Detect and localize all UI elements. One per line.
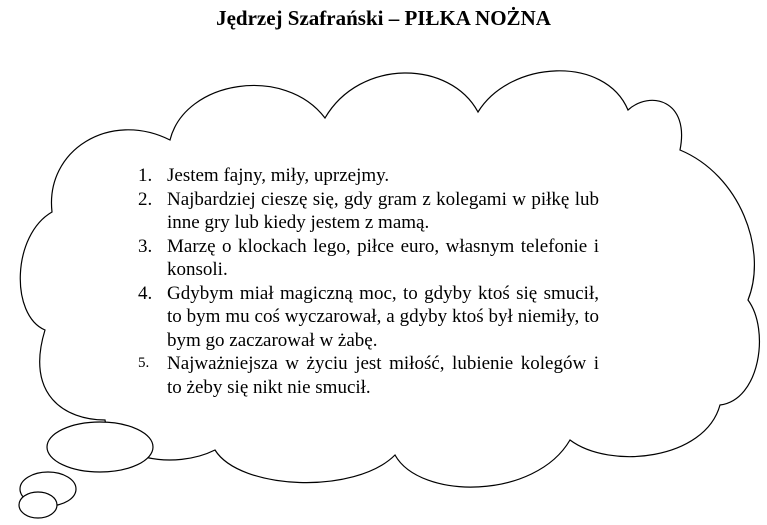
list-item [138,235,599,282]
list-item [138,188,599,235]
list-item-number: 1. [138,165,153,186]
list-item-number: 4. [138,282,153,304]
list-item-number: 3. [138,235,153,257]
page-title: Jędrzej Szafrański – PIŁKA NOŻNA [216,6,551,30]
thought-bubble-large [47,422,153,472]
list-item-text: Jestem fajny, miły, uprzejmy. [167,165,390,186]
list-item-text: Najbardziej cieszę się, gdy gram z kolegami w piłkę lub inne gry lub kiedy jestem z mamą. [167,188,599,233]
thought-bubble-small [19,492,57,518]
list-item-text: Najważniejsza w życiu jest miłość, lubienie kolegów i to żeby się nikt nie smucił. [167,353,599,398]
list-item-number: 2. [138,188,153,210]
list-item-number: 5. [138,355,150,371]
list-item-text: Gdybym miał magiczną moc, to gdyby ktoś się smucił, to bym mu coś wyczarował, a gdyby ktoś był niemiły, to bym go zaczarował w żabę. [167,282,599,351]
list-item [138,164,599,188]
list-item-text: Marzę o klockach lego, piłce euro, własnym telefonie i konsoli. [167,235,599,280]
list-item [138,282,599,353]
list-item [138,352,599,399]
answer-list [138,164,599,399]
